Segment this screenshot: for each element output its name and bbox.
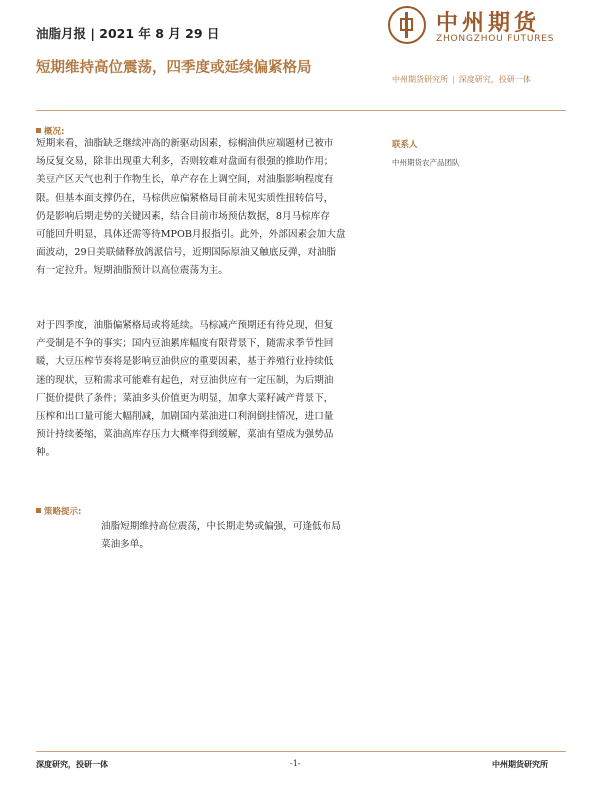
paragraph-line: 压榨和出口量可能大幅削减，加剧国内菜油进口利润倒挂情况，进口量: [36, 411, 334, 423]
coin-logo-icon: [388, 6, 426, 44]
separator: |: [452, 75, 455, 84]
paragraph-line: 面波动，29日美联储释放鸽派信号，近期国际原油又触底反弹，对油脂: [36, 247, 337, 259]
logo-name-en: ZHONGZHOU FUTURES: [436, 34, 555, 44]
strategy-label: 策略提示:: [36, 505, 81, 517]
overview-paragraph-2: [36, 317, 376, 463]
contact-title: 联系人: [392, 140, 418, 150]
paragraph-line: 厂挺价提供了条件；菜油多头价值更为明显，加拿大菜籽减产背景下，: [36, 392, 334, 404]
institute-slogan: 深度研究，投研一体: [458, 75, 531, 84]
strategy-text: [101, 518, 371, 554]
paragraph-line: 短期来看，油脂缺乏继续冲高的新驱动因素，棕榈油供应端题材已被市: [36, 138, 334, 149]
report-type-date: 油脂月报 | 2021 年 8 月 29 日: [36, 26, 220, 41]
company-logo: [388, 6, 568, 50]
overview-label: 概况:: [36, 125, 64, 137]
paragraph-line: 限。但基本面支撑仍在，马棕供应偏紧格局目前未见实质性扭转信号，: [36, 192, 334, 204]
report-headline: 短期维持高位震荡，四季度或延续偏紧格局: [36, 60, 312, 76]
square-bullet-icon: [36, 128, 41, 133]
page-number: -1-: [290, 759, 301, 768]
footer-institute: 中州期货研究所: [492, 760, 548, 769]
paragraph-line: 预计持续萎缩，菜油高库存压力大概率得到缓解，菜油有望成为强势品: [36, 429, 334, 441]
paragraph-line: 场反复交易，除非出现重大利多，否则较难对盘面有很强的推助作用；: [36, 156, 334, 168]
paragraph-line: 种。: [36, 447, 56, 459]
footer-divider: [36, 751, 566, 752]
paragraph-line: 美豆产区天气也利于作物生长，单产存在上调空间，对油脂影响程度有: [36, 174, 334, 186]
overview-paragraph-1: [36, 135, 376, 281]
paragraph-line: 对于四季度，油脂偏紧格局或将延续。马棕减产预期还有待兑现，但复: [36, 320, 334, 331]
strategy-line: 油脂短期维持高位震荡，中长期走势或偏强，可逢低布局: [101, 521, 341, 532]
square-bullet-icon: [36, 508, 41, 513]
paragraph-line: 有一定拉升。短期油脂预计以高位震荡为主。: [36, 265, 228, 277]
institute-line: [392, 74, 531, 85]
strategy-line: 菜油多单。: [101, 539, 149, 551]
paragraph-line: 暖，大豆压榨节奏将是影响豆油供应的重要因素，基于养殖行业持续低: [36, 356, 334, 368]
logo-name-cn: 中州期货: [436, 11, 541, 36]
paragraph-line: 迷的现状，豆粕需求可能难有起色，对豆油供应有一定压制，为后期油: [36, 374, 334, 386]
footer-slogan: 深度研究，投研一体: [36, 760, 108, 769]
contact-team: 中州期货农产品团队: [392, 158, 460, 167]
paragraph-line: 可能回升明显，具体还需等待MPOB月报指引。此外，外部因素会加大盘: [36, 229, 346, 241]
institute-name: 中州期货研究所: [392, 75, 448, 84]
paragraph-line: 产受制是不争的事实；国内豆油累库幅度有限背景下，随需求季节性回: [36, 338, 334, 350]
paragraph-line: 仍是影响后期走势的关键因素，结合目前市场预估数据，8月马棕库存: [36, 210, 330, 222]
header-divider: [36, 110, 566, 111]
